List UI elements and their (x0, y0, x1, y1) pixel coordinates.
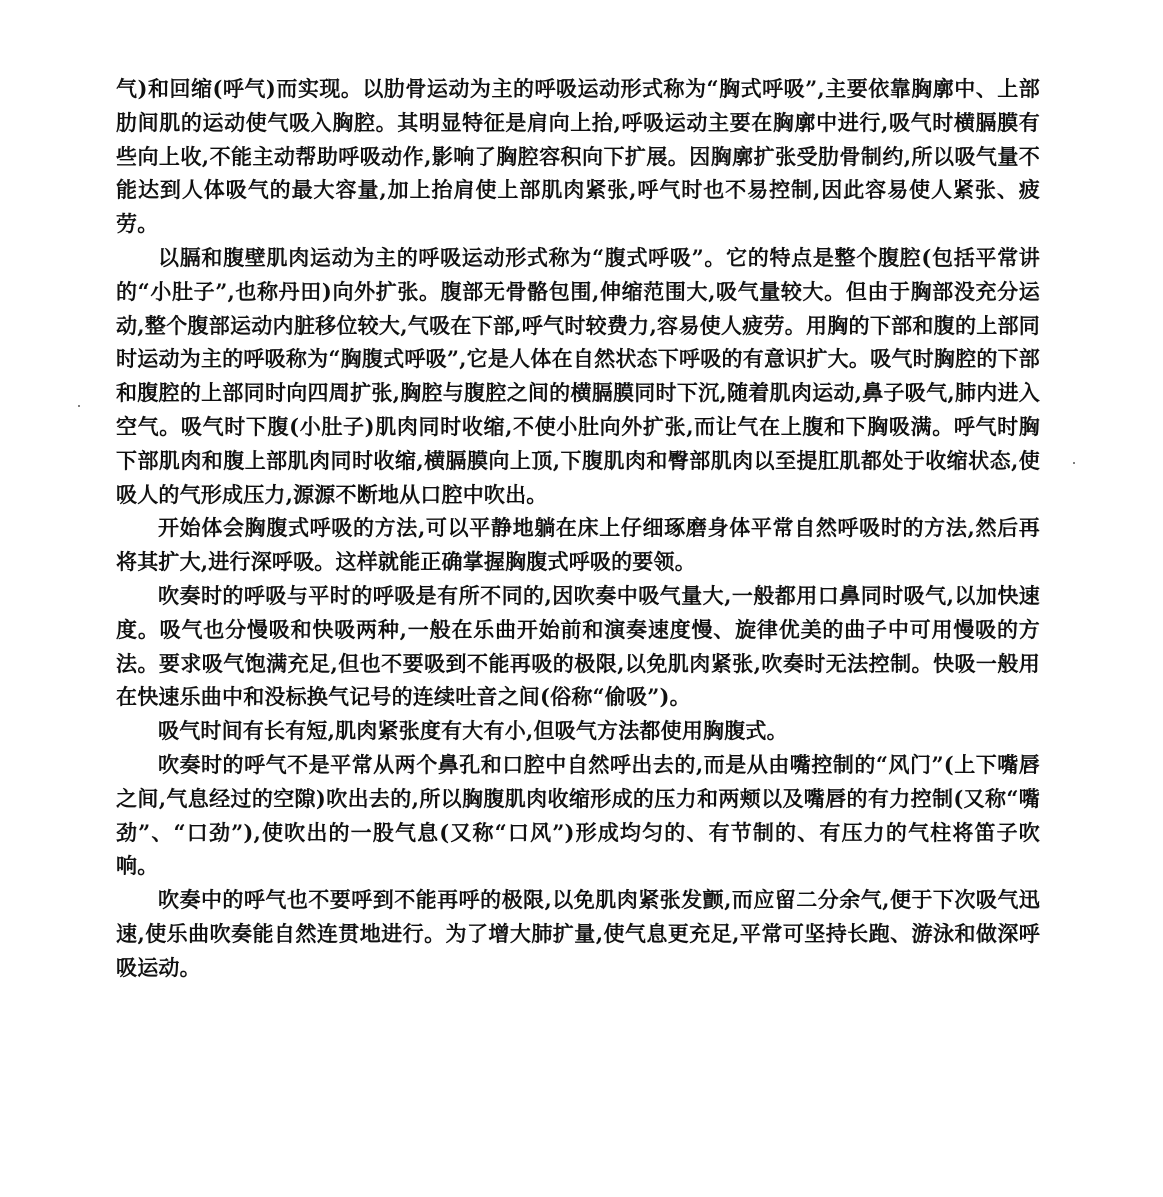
scan-speck (78, 405, 80, 407)
scan-speck (1073, 462, 1075, 464)
paragraph-4: 吹奏时的呼吸与平时的呼吸是有所不同的,因吹奏中吸气量大,一般都用口鼻同时吸气,以加快速度。吸气也分慢吸和快吸两种,一般在乐曲开始前和演奏速度慢、旋律优美的曲子中可用慢吸的方法。要求吸气饱满充足,但也不要吸到不能再吸的极限,以免肌肉紧张,吹奏时无法控制。快吸一般用在快速乐曲中和没标换气记号的连续吐音之间(俗称“偷吸”)。 (116, 582, 1040, 710)
paragraph-1: 气)和回缩(呼气)而实现。以肋骨运动为主的呼吸运动形式称为“胸式呼吸”,主要依靠胸廓中、上部肋间肌的运动使气吸入胸腔。其明显特征是肩向上抬,呼吸运动主要在胸廓中进行,吸气时横膈膜有些向上收,不能主动帮助呼吸动作,影响了胸腔容积向下扩展。因胸廓扩张受肋骨制约,所以吸气量不能达到人体吸气的最大容量,加上抬肩使上部肌肉紧张,呼气时也不易控制,因此容易使人紧张、疲劳。 (116, 76, 1040, 237)
paragraph-3: 开始体会胸腹式呼吸的方法,可以平静地躺在床上仔细琢磨身体平常自然呼吸时的方法,然后再将其扩大,进行深呼吸。这样就能正确掌握胸腹式呼吸的要领。 (116, 515, 1040, 575)
paragraph-6: 吹奏时的呼气不是平常从两个鼻孔和口腔中自然呼出去的,而是从由嘴控制的“风门”(上下嘴唇之间,气息经过的空隙)吹出去的,所以胸腹肌肉收缩形成的压力和两颊以及嘴唇的有力控制(又称“嘴劲”、“口劲”),使吹出的一股气息(又称“口风”)形成均匀的、有节制的、有压力的气柱将笛子吹响。 (116, 751, 1040, 879)
paragraph-2: 以膈和腹壁肌肉运动为主的呼吸运动形式称为“腹式呼吸”。它的特点是整个腹腔(包括平常讲的“小肚子”,也称丹田)向外扩张。腹部无骨骼包围,伸缩范围大,吸气量较大。但由于胸部没充分运动,整个腹部运动内脏移位较大,气吸在下部,呼气时较费力,容易使人疲劳。用胸的下部和腹的上部同时运动为主的呼吸称为“胸腹式呼吸”,它是人体在自然状态下呼吸的有意识扩大。吸气时胸腔的下部和腹腔的上部同时向四周扩张,胸腔与腹腔之间的横膈膜同时下沉,随着肌肉运动,鼻子吸气,肺内进入空气。吸气时下腹(小肚子)肌肉同时收缩,不使小肚向外扩张,而让气在上腹和下胸吸满。呼气时胸下部肌肉和腹上部肌肉同时收缩,横膈膜向上顶,下腹肌肉和臀部肌肉以至提肛肌都处于收缩状态,使吸人的气形成压力,源源不断地从口腔中吹出。 (116, 244, 1040, 507)
paragraph-7: 吹奏中的呼气也不要呼到不能再呼的极限,以免肌肉紧张发颤,而应留二分余气,便于下次吸气迅速,使乐曲吹奏能自然连贯地进行。为了增大肺扩量,使气息更充足,平常可坚持长跑、游泳和做深呼吸运动。 (116, 887, 1040, 980)
page-body (116, 72, 1040, 985)
paragraph-5: 吸气时间有长有短,肌肉紧张度有大有小,但吸气方法都使用胸腹式。 (158, 718, 788, 744)
